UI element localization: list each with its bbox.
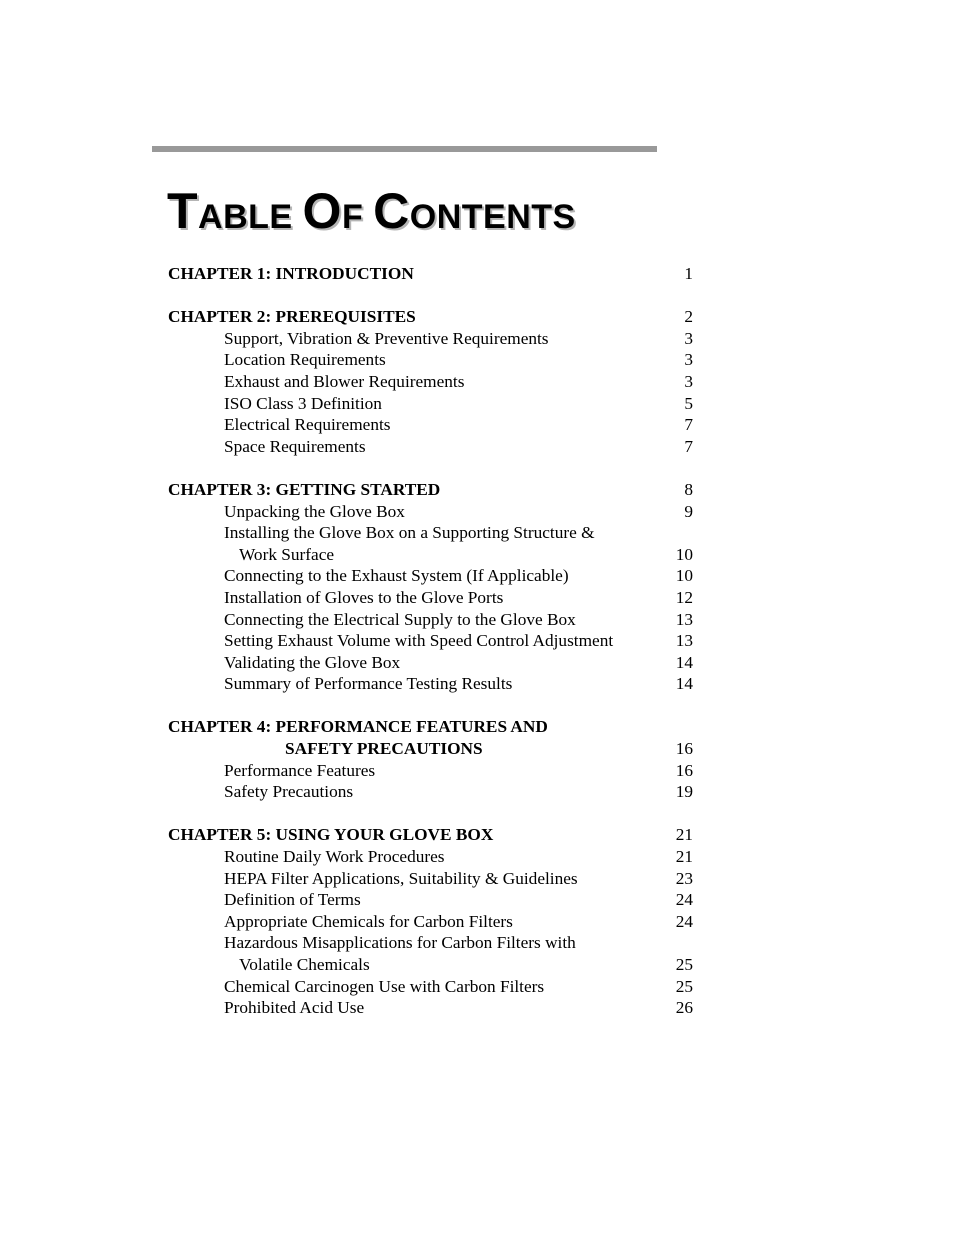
chapter-title: CHAPTER 4: PERFORMANCE FEATURES AND xyxy=(168,717,548,737)
page-number: 19 xyxy=(675,782,693,802)
toc-entry[interactable] xyxy=(168,932,693,954)
page-number: 10 xyxy=(675,566,693,586)
page-number: 23 xyxy=(675,868,693,888)
toc-entry[interactable] xyxy=(168,652,693,674)
toc-entry[interactable] xyxy=(168,976,693,998)
page-number: 21 xyxy=(675,847,693,867)
page-number: 9 xyxy=(684,501,693,521)
entry-title: Safety Precautions xyxy=(224,782,354,802)
page-number: 14 xyxy=(675,652,693,672)
page-number: 16 xyxy=(675,760,693,780)
entry-title: Exhaust and Blower Requirements xyxy=(224,371,465,391)
toc-chapter xyxy=(168,306,693,457)
entry-title: Validating the Glove Box xyxy=(224,652,401,672)
toc-entry[interactable] xyxy=(168,565,693,587)
toc-entry[interactable] xyxy=(168,371,693,393)
page-title: TABLE OF CONTENTS xyxy=(167,183,576,239)
header-rule xyxy=(152,146,657,152)
page-number: 1 xyxy=(684,264,693,283)
chapter-title: CHAPTER 2: PREREQUISITES xyxy=(168,307,416,327)
toc-entry[interactable] xyxy=(168,673,693,695)
entry-title: Location Requirements xyxy=(224,350,386,370)
toc-entry[interactable] xyxy=(168,997,693,1019)
page-number: 10 xyxy=(675,544,693,564)
entry-title: Definition of Terms xyxy=(224,890,361,910)
page-number: 24 xyxy=(675,911,693,931)
page-number: 3 xyxy=(684,328,693,348)
toc-entry-continuation[interactable] xyxy=(168,954,693,976)
page-number: 8 xyxy=(684,479,693,499)
page-number: 3 xyxy=(684,371,693,391)
page-number: 16 xyxy=(675,739,693,759)
chapter-heading[interactable] xyxy=(168,824,693,846)
table-of-contents xyxy=(168,263,693,1040)
entry-title: Routine Daily Work Procedures xyxy=(224,847,445,867)
toc-entry[interactable] xyxy=(168,609,693,631)
entry-title: Electrical Requirements xyxy=(224,415,391,435)
toc-entry[interactable] xyxy=(168,889,693,911)
toc-entry[interactable] xyxy=(168,501,693,523)
entry-title: HEPA Filter Applications, Suitability & Guidelines xyxy=(224,868,578,888)
entry-title: Setting Exhaust Volume with Speed Control Adjustment xyxy=(224,631,614,651)
chapter-heading[interactable] xyxy=(168,306,693,328)
entry-title: Space Requirements xyxy=(224,436,366,456)
entry-title: ISO Class 3 Definition xyxy=(224,393,382,413)
entry-title: Chemical Carcinogen Use with Carbon Filters xyxy=(224,976,545,996)
entry-title-continued: Work Surface xyxy=(239,544,335,564)
entry-title: Unpacking the Glove Box xyxy=(224,501,405,521)
toc-entry[interactable] xyxy=(168,630,693,652)
page-number: 3 xyxy=(684,350,693,370)
page-number: 13 xyxy=(675,631,693,651)
toc-chapter xyxy=(168,716,693,802)
chapter-heading[interactable] xyxy=(168,479,693,501)
toc-entry[interactable] xyxy=(168,868,693,890)
toc-chapter xyxy=(168,479,693,695)
page-number: 24 xyxy=(675,890,693,910)
toc-entry[interactable] xyxy=(168,328,693,350)
toc-entry[interactable] xyxy=(168,414,693,436)
page-number: 12 xyxy=(675,587,693,607)
entry-title: Installing the Glove Box on a Supporting Structure & xyxy=(224,523,595,543)
page-number: 14 xyxy=(675,674,693,694)
entry-title-continued: Volatile Chemicals xyxy=(239,955,370,974)
toc-entry[interactable] xyxy=(168,587,693,609)
page-number: 7 xyxy=(684,415,693,435)
toc-entry[interactable] xyxy=(168,436,693,458)
page-number: 2 xyxy=(684,307,693,327)
entry-title: Hazardous Misapplications for Carbon Filters with xyxy=(224,933,576,953)
entry-title: Summary of Performance Testing Results xyxy=(224,674,513,694)
entry-title: Connecting to the Exhaust System (If Applicable) xyxy=(224,566,569,586)
page-number: 26 xyxy=(675,998,693,1018)
chapter-title: CHAPTER 5: USING YOUR GLOVE BOX xyxy=(168,825,494,845)
chapter-title: CHAPTER 1: INTRODUCTION xyxy=(168,264,414,283)
toc-chapter xyxy=(168,824,693,1018)
toc-chapter xyxy=(168,263,693,285)
entry-title: Support, Vibration & Preventive Requirements xyxy=(224,328,549,348)
chapter-title: CHAPTER 3: GETTING STARTED xyxy=(168,479,441,499)
page-number: 7 xyxy=(684,436,693,456)
entry-title: Appropriate Chemicals for Carbon Filters xyxy=(224,911,513,931)
chapter-heading[interactable] xyxy=(168,716,693,738)
entry-title: Prohibited Acid Use xyxy=(224,998,365,1018)
page-number: 5 xyxy=(684,393,693,413)
toc-entry[interactable] xyxy=(168,349,693,371)
chapter-title-continued: SAFETY PRECAUTIONS xyxy=(285,739,483,759)
page-number: 25 xyxy=(675,955,693,974)
chapter-heading[interactable] xyxy=(168,263,693,285)
entry-title: Connecting the Electrical Supply to the Glove Box xyxy=(224,609,576,629)
toc-entry-continuation[interactable] xyxy=(168,544,693,566)
toc-entry[interactable] xyxy=(168,911,693,933)
entry-title: Performance Features xyxy=(224,760,376,780)
page-number: 21 xyxy=(675,825,693,845)
entry-title: Installation of Gloves to the Glove Ports xyxy=(224,587,504,607)
toc-entry[interactable] xyxy=(168,781,693,803)
chapter-heading-continuation[interactable] xyxy=(168,738,693,760)
toc-entry[interactable] xyxy=(168,760,693,782)
page-number: 25 xyxy=(675,976,693,996)
toc-entry[interactable] xyxy=(168,393,693,415)
toc-entry[interactable] xyxy=(168,846,693,868)
page-number: 13 xyxy=(675,609,693,629)
toc-entry[interactable] xyxy=(168,522,693,544)
